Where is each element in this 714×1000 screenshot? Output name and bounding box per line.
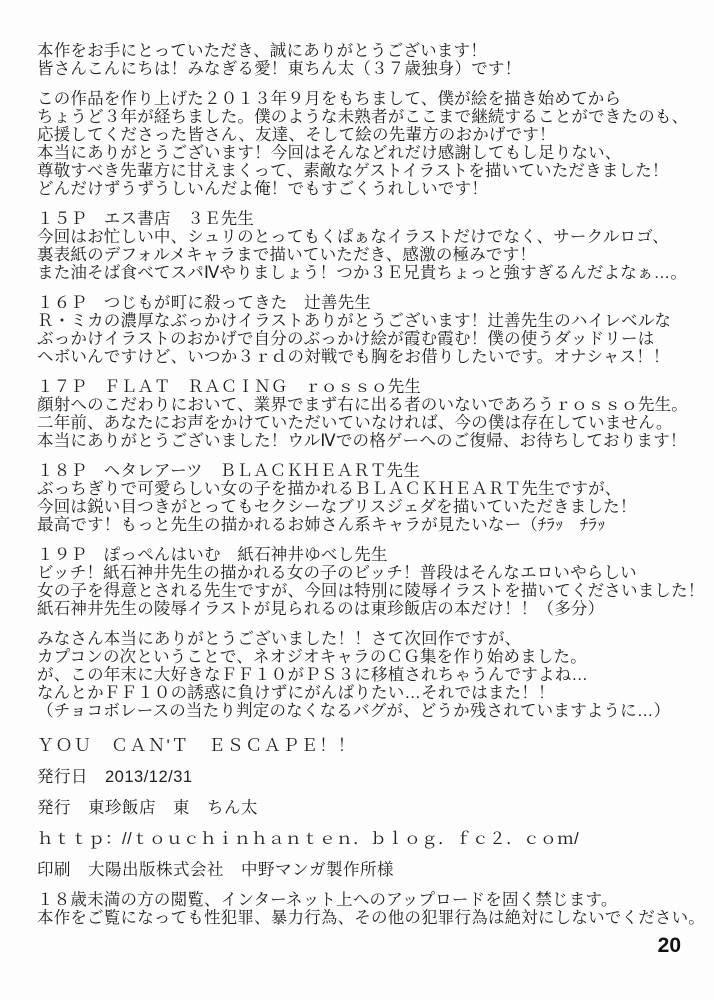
text-line: 応援してくださった皆さん、友達、そして絵の先輩方のおかげです！	[37, 126, 556, 144]
text-line: １９Ｐ ぽっぺんはいむ 紙石神井ゆべし先生	[37, 546, 388, 564]
text-line: 印刷 大陽出版株式会社 中野マンガ製作所様	[37, 861, 394, 879]
text-line: 紙石神井先生の陵辱イラストが見られるのは東珍飯店の本だけ！！（多分）	[37, 600, 605, 618]
paragraph	[37, 546, 706, 618]
text-line: 本作をご覧になっても性犯罪、暴力行為、その他の犯罪行為は絶対にしないでください。	[37, 909, 705, 927]
text-line: ビッチ！紙石神井先生の描かれる女の子のビッチ！普段はそんなエロいやらしい	[37, 564, 637, 582]
text-line: カプコンの次ということで、ネオジオキャラのＣＧ集を作り始めました。	[37, 648, 587, 666]
text-line: １７Ｐ ＦＬＡＴ ＲＡＣＩＮＧ ｒｏｓｓｏ先生	[37, 378, 422, 396]
colophon-lines	[37, 768, 706, 879]
text-line: 本作をお手にとっていただき、誠にありがとうございます！	[37, 42, 487, 60]
age-warning-text	[37, 891, 706, 927]
paragraph	[37, 630, 706, 720]
text-line: 本当にありがとうございました！ウルⅣでの格ゲーへのご復帰、お待ちしております！	[37, 432, 687, 450]
colophon	[37, 736, 706, 879]
text-line: １６Ｐ つじもが町に殺ってきた 辻善先生	[37, 294, 371, 312]
text-line: 顔射へのこだわりにおいて、業界でまず右に出る者のいないであろうｒｏｓｓｏ先生。	[37, 396, 688, 414]
paragraph	[37, 378, 706, 450]
text-line: 発行日 2013/12/31	[37, 768, 193, 786]
text-line: Ｒ・ミカの濃厚なぶっかけイラストありがとうございます！辻善先生のハイレベルな	[37, 312, 672, 330]
text-line: １８歳未満の方の閲覧、インターネット上へのアップロードを固く禁じます。	[37, 891, 618, 909]
text-line: （チョコボレースの当たり判定のなくなるバグが、どうか残されていますように…）	[37, 702, 671, 720]
text-line: どんだけずうずうしいんだよ俺！でもすごくうれしいです！	[37, 180, 488, 198]
text-line: みなさん本当にありがとうございました！！さて次回作ですが、	[37, 630, 522, 648]
paragraph	[37, 294, 706, 366]
text-line: 発行 東珍飯店 東 ちん太	[37, 799, 258, 817]
text-line: 今回はお忙しい中、シュリのとってもくぱぁなイラストだけでなく、サークルロゴ、	[37, 228, 669, 246]
text-line: 裏表紙のデフォルメキャラまで描いていただき、感激の極みです！	[37, 246, 537, 264]
text-line: ぶっちぎりで可愛らしい女の子を描かれるＢＬＡＣＫＨＥＡＲＴ先生ですが、	[37, 480, 622, 498]
text-line: 今回は鋭い目つきがとってもセクシーなブリスジェダを描いていただきました！	[37, 498, 637, 516]
text-line: １８Ｐ ヘタレアーツ ＢＬＡＣＫＨＥＡＲＴ先生	[37, 462, 420, 480]
text-line: 最高です！もっと先生の描かれるお姉さん系キャラが見たいなー（ﾁﾗｯ ﾁﾗｯ	[37, 516, 606, 534]
text-line: １５Ｐ エス書店 ３Ｅ先生	[37, 210, 255, 228]
text-line: 本当にありがとうございます！今回はそんなどれだけ感謝してもし足りない、	[37, 144, 622, 162]
paragraph	[37, 462, 706, 534]
page-number: 20	[657, 934, 681, 957]
text-line: 二年前、あなたにお声をかけていただいていなければ、今の僕は存在していません。	[37, 414, 673, 432]
colophon-title: ＹＯＵ ＣＡＮ'Ｔ ＥＳＣＡＰＥ！！	[37, 736, 357, 755]
text-line: 尊敬すべき先輩方に甘えまくって、素敵なゲストイラストを描いていただきました！	[37, 162, 669, 180]
text-line: 皆さんこんにちは！みなぎる愛！東ちん太（３７歳独身）です！	[37, 60, 522, 78]
text-line: ヘボいんですけど、いつか３ｒｄの対戦でも胸をお借りしたいです。オナシャス！！	[37, 348, 670, 366]
text-line: なんとかＦＦ１０の誘惑に負けずにがんばりたい…それではまた！！	[37, 684, 555, 702]
text-line: 女の子を得意とされる先生ですが、今回は特別に陵辱イラストを描いてくださいました！	[37, 582, 705, 600]
paragraph	[37, 90, 706, 198]
paragraph	[37, 42, 706, 78]
afterword-text	[37, 42, 706, 732]
text-line: ちょうど３年が経ちました。僕のような未熟者がここまで継続することができたのも、	[37, 108, 689, 126]
text-line: また油そば食べてスパⅣやりましょう！つか３Ｅ兄貴ちょっと強すぎるんだよなぁ…。	[37, 264, 688, 282]
text-line: この作品を作り上げた２０１３年９月をもちまして、僕が絵を描き始めてから	[37, 90, 622, 108]
text-line: が、この年末に大好きなＦＦ１０がＰＳ３に移植されちゃうんですよね…	[37, 666, 589, 684]
text-line: ｈｔｔｐ：//ｔｏｕｃｈｉｎｈａｎｔｅｎ．ｂｌｏｇ．ｆｃ２．ｃｏｍ/	[37, 830, 580, 848]
paragraph	[37, 210, 706, 282]
text-line: ぶっかけイラストのおかげで自分のぶっかけ絵が霞む霞む！僕の使うダッドリーは	[37, 330, 655, 348]
